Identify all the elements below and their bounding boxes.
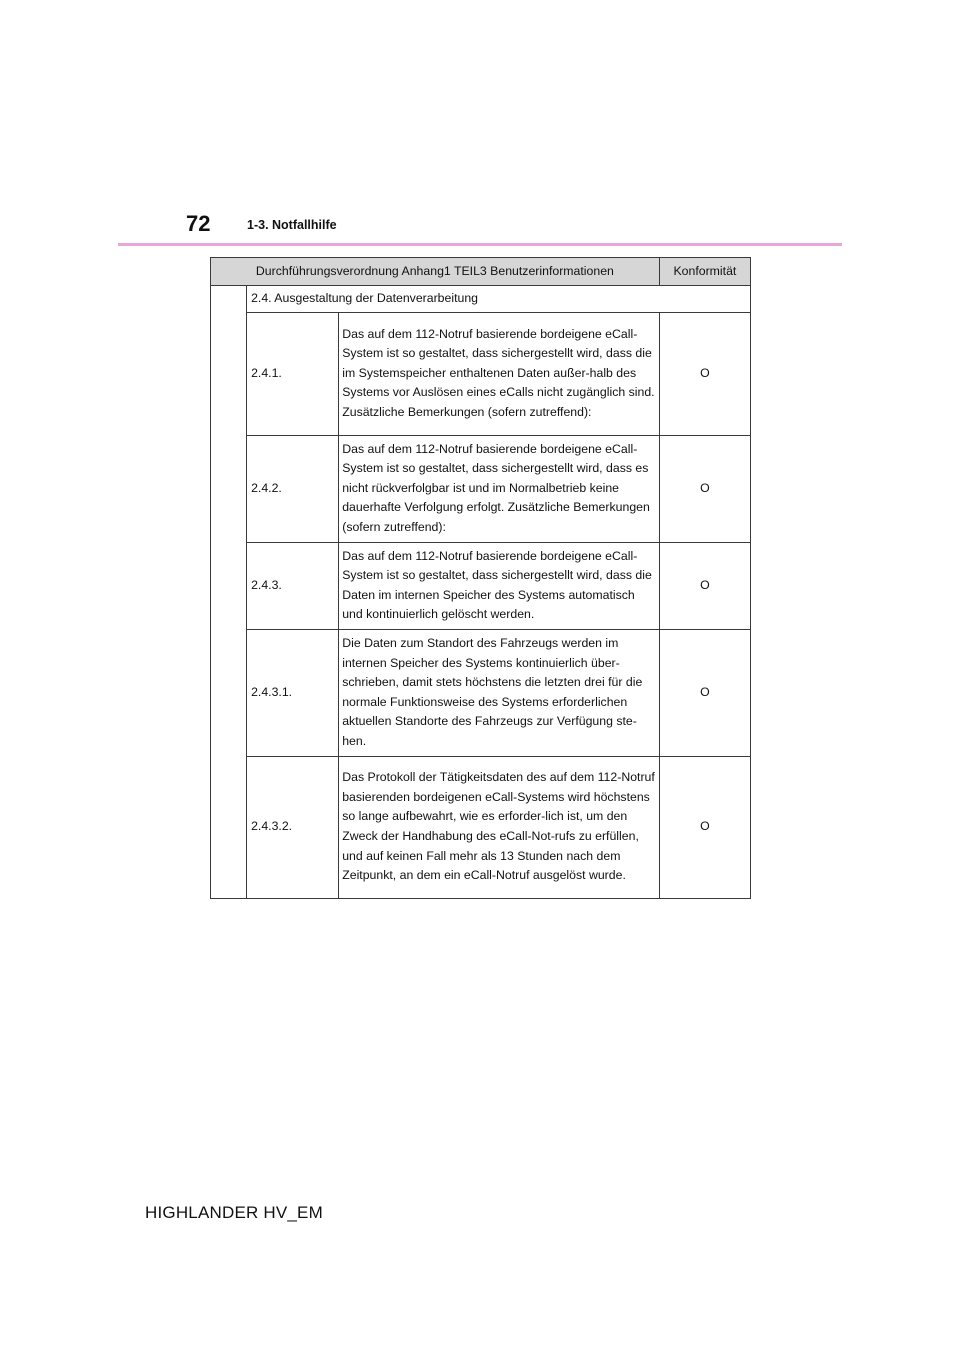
row-text: Das auf dem 112-Notruf basierende bordeigene eCall-System ist so gestaltet, dass sichergestellt wird, dass die Daten im internen Speicher des Systems automatisch und kontinuierlich gelöscht werden. (339, 542, 660, 629)
row-text: Das Protokoll der Tätigkeitsdaten des auf dem 112-Notruf basierenden bordeigenen eCall-Systems wird höchstens so lange aufbewahrt, wie es erforder-lich ist, um den Zweck der Handhabung des eCall-Not-rufs zu erfüllen, und auf keinen Fall mehr als 13 Stunden nach dem Zeitpunkt, an dem ein eCall-Notruf ausgelöst wurde. (339, 756, 660, 898)
row-number: 2.4.3.2. (247, 756, 339, 898)
table-row (211, 435, 751, 542)
footer-model-code: HIGHLANDER HV_EM (145, 1203, 323, 1222)
column-header-conformity: Konformität (659, 258, 750, 286)
row-text: Die Daten zum Standort des Fahrzeugs werden im internen Speicher des Systems kontinuierlich über-schrieben, damit stets höchstens die letzten drei für die normale Funktionsweise des Systems erforderlichen aktuellen Standorte des Fahrzeugs zur Verfügung ste-hen. (339, 629, 660, 756)
row-conformity: O (659, 312, 750, 435)
row-conformity: O (659, 542, 750, 629)
row-conformity: O (659, 756, 750, 898)
row-text: Das auf dem 112-Notruf basierende bordeigene eCall-System ist so gestaltet, dass sichergestellt wird, dass die im Systemspeicher enthaltenen Daten außer-halb des Systems vor Auslösen eines eCalls nicht zugänglich sind. Zusätzliche Bemerkungen (sofern zutreffend): (339, 312, 660, 435)
section-title: 1-3. Notfallhilfe (247, 218, 337, 232)
column-header-regulation: Durchführungsverordnung Anhang1 TEIL3 Benutzerinformationen (211, 258, 660, 286)
row-text: Das auf dem 112-Notruf basierende bordeigene eCall-System ist so gestaltet, dass sichergestellt wird, dass es nicht rückverfolgbar ist und im Normalbetrieb keine dauerhafte Verfolgung erfolgt. Zusätzliche Bemerkungen (sofern zutreffend): (339, 435, 660, 542)
table-row (211, 629, 751, 756)
row-conformity: O (659, 629, 750, 756)
row-number: 2.4.1. (247, 312, 339, 435)
page-number: 72 (186, 211, 211, 236)
table-row (211, 542, 751, 629)
table-row (211, 756, 751, 898)
header-divider (118, 243, 842, 246)
conformity-table (210, 257, 751, 899)
table-header-row (211, 258, 751, 286)
row-conformity: O (659, 435, 750, 542)
table-row (211, 312, 751, 435)
subsection-row (211, 286, 751, 313)
subsection-title: 2.4. Ausgestaltung der Datenverarbeitung (247, 286, 751, 313)
indent-cell (211, 286, 247, 899)
row-number: 2.4.3.1. (247, 629, 339, 756)
row-number: 2.4.2. (247, 435, 339, 542)
row-number: 2.4.3. (247, 542, 339, 629)
